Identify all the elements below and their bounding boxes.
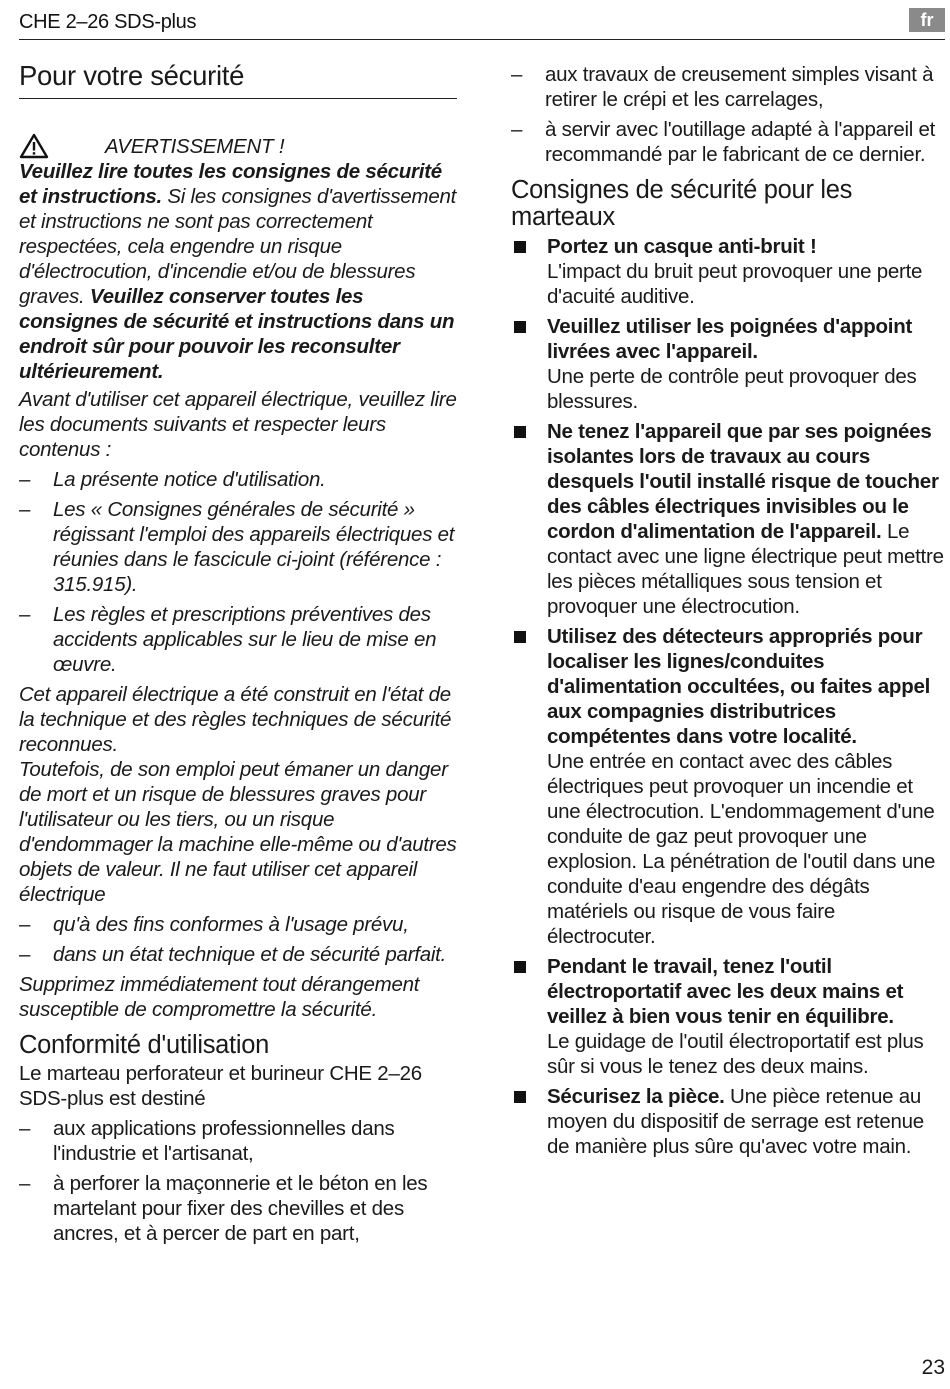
safety-item: Ne tenez l'appareil que par ses poignées isolantes lors de travaux au cours desquels l'outil installé risque de toucher des câbles électriques invisibles ou le cordon d'alimentation de l'appareil. Le contact avec une ligne électrique peut mettre les pièces métalliques sous tension et provoquer une électrocution. [511,419,947,619]
doc-item: – Les règles et prescriptions préventives des accidents applicables sur le lieu de mise en œuvre. [19,603,437,676]
conformity-item: – aux applications professionnelles dans l'industrie et l'artisanat, [19,1117,395,1165]
bullet-square-icon [514,321,526,333]
page-number: 23 [921,1356,945,1379]
header-divider [19,39,945,40]
section-heading-hammer-safety: Consignes de sécurité pour les marteaux [511,176,853,231]
danger-text: Toutefois, de son emploi peut émaner un danger de mort et un risque de blessures graves pour l'utilisateur ou les tiers, ou un risque d'endommager la machine elle-même ou d'autres objets de valeur. Il ne faut utiliser cet appareil électrique [19,758,457,906]
bullet-square-icon [514,631,526,643]
warning-bold-2: Veuillez conserver toutes les consignes de sécurité et instructions dans un endroit sûr pour pouvoir les reconsulter ultérieurement. [19,285,455,383]
warning-text [19,159,457,384]
condition-item: – dans un état technique et de sécurité parfait. [19,943,447,966]
before-use-text: Avant d'utiliser cet appareil électrique, veuillez lire les documents suivants et respecter leurs contenus : [19,388,457,461]
warning-line [19,133,457,159]
built-text: Cet appareil électrique a été construit en l'état de la technique et des règles techniques de sécurité reconnues. [19,683,452,756]
right-column [511,62,947,1159]
warning-bold-1: Veuillez lire toutes les consignes de sécurité et instructions. [19,160,442,208]
doc-item: – Les « Consignes générales de sécurité » régissant l'emploi des appareils électriques et réunies dans le fascicule ci-joint (référence : 315.915). [19,498,455,596]
conformity-intro: Le marteau perforateur et burineur CHE 2–26 SDS-plus est destiné [19,1062,422,1110]
warning-label: AVERTISSEMENT ! [105,134,285,158]
warning-triangle-icon [19,133,49,159]
bullet-square-icon [514,241,526,253]
bullet-square-icon [514,1091,526,1103]
left-column [19,60,457,1246]
safety-item: Pendant le travail, tenez l'outil électroportatif avec les deux mains et veillez à bien vous tenir en équilibre. Le guidage de l'outil électroportatif est plus sûr si vous le tenez des deux mains. [511,954,947,1079]
safety-item: Utilisez des détecteurs appropriés pour localiser les lignes/conduites d'alimentation occultées, ou faites appel aux compagnies distributrices compétentes dans votre localité. Une entrée en contact avec des câbles électriques peut provoquer un incendie et une électrocution. L'endommagement d'une conduite de gaz peut provoquer une explosion. La pénétration de l'outil dans une conduite d'eau engendre des dégâts matériels ou risque de vous faire électrocuter. [511,624,947,949]
language-badge: fr [909,8,945,32]
section-heading-conformity: Conformité d'utilisation [19,1031,269,1059]
conformity-item: – à perforer la maçonnerie et le béton en les martelant pour fixer des chevilles et des ancres, et à percer de part en part, [19,1172,428,1245]
bullet-square-icon [514,426,526,438]
section-heading-safety: Pour votre sécurité [19,60,457,99]
remove-text: Supprimez immédiatement tout dérangement susceptible de compromettre la sécurité. [19,973,420,1021]
conformity-item: – à servir avec l'outillage adapté à l'appareil et recommandé par le fabricant de ce dernier. [511,118,936,166]
safety-item: Portez un casque anti-bruit ! L'impact du bruit peut provoquer une perte d'acuité auditive. [511,234,947,309]
warning-normal: Si les consignes d'avertissement et instructions ne sont pas correctement respectées, cela engendre un risque d'électrocution, d'incendie et/ou de blessures graves. [19,185,457,308]
bullet-square-icon [514,961,526,973]
conformity-item: – aux travaux de creusement simples visant à retirer le crépi et les carrelages, [511,63,934,111]
safety-item: Sécurisez la pièce. Une pièce retenue au moyen du dispositif de serrage est retenue de manière plus sûre qu'avec votre main. [511,1084,947,1159]
condition-item: – qu'à des fins conformes à l'usage prévu, [19,913,409,936]
document-title: CHE 2–26 SDS-plus [19,11,197,33]
safety-item: Veuillez utiliser les poignées d'appoint livrées avec l'appareil. Une perte de contrôle peut provoquer des blessures. [511,314,947,414]
doc-item: – La présente notice d'utilisation. [19,468,326,491]
